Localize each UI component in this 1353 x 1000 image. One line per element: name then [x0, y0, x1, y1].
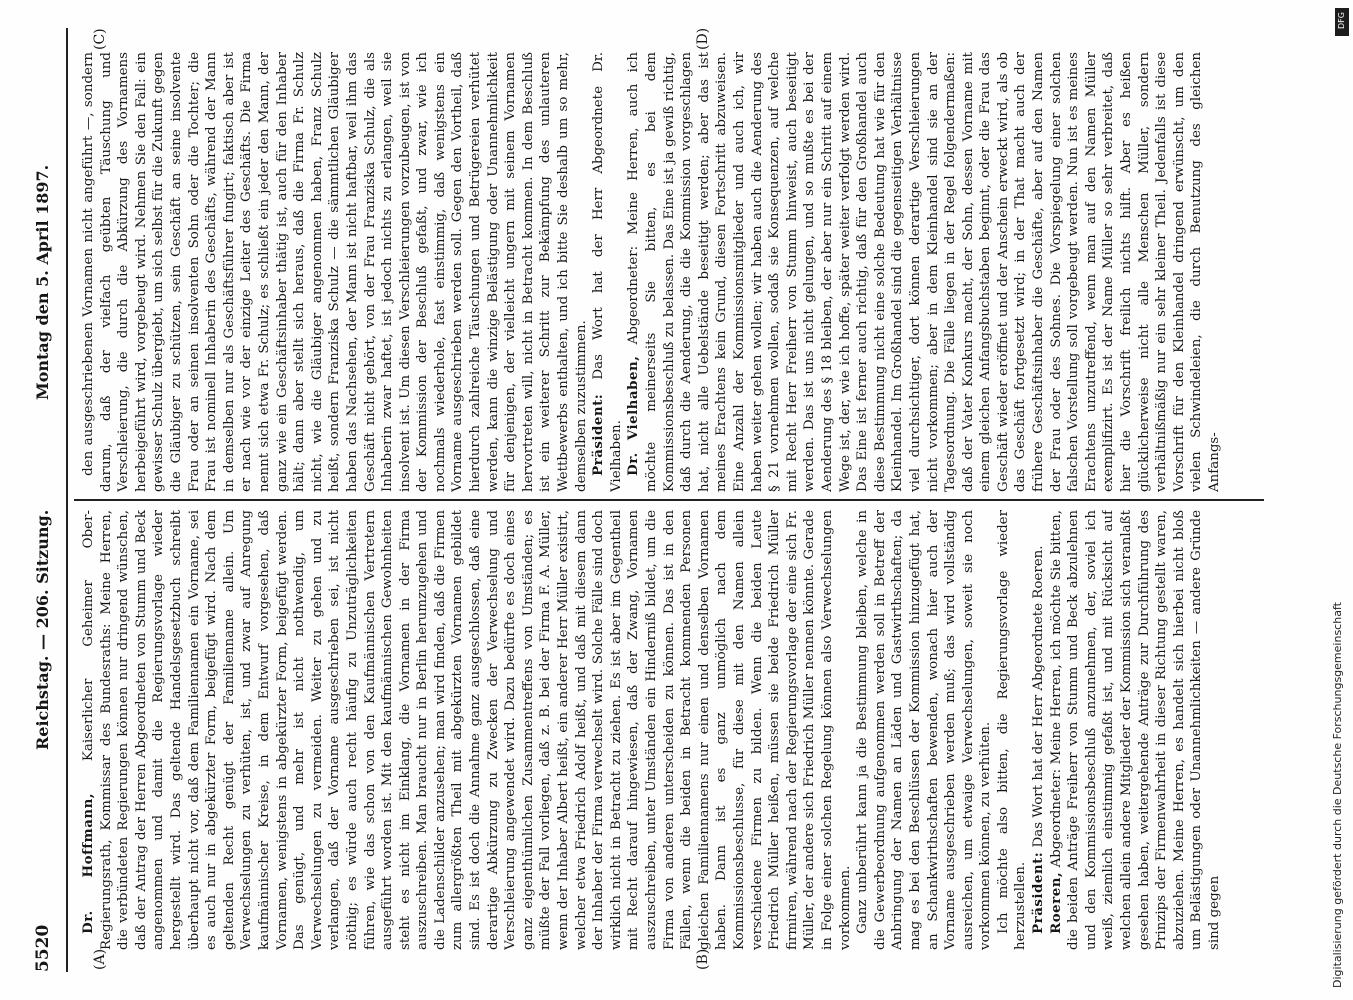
speaker-name: Dr. Hoffmann, [80, 792, 96, 934]
left-column [80, 510, 1260, 950]
paragraph-text: Ganz unberührt kann ja die Bestimmung bleiben, welche in die Gewerbeordnung aufgenommen werden soll in Betreff der Anbringung der Namen an Läden und Gastwirthschaften; da mag es bei den Beschlüssen der Kommission hinzugefügt hat, an Schankwirthschaften bewenden, wonach hier auch der Vorname ausgeschrieben werden muß; das wird vollständig ausreichen, um etwaige Verwechselungen, soweit sie noch vorkommen können, zu verhüten. [855, 510, 994, 950]
paragraph-text: Abgeordneter: Meine Herren, ich möchte Sie bitten, die beiden Anträge Freiherr von Stumm und Beck abzulehnen und den Kommissionsbeschluß anzunehmen, der, soviel ich weiß, ziemlich einstimmig gefaßt ist, und mit Rücksicht auf welchen allein andere Mitglieder der Kommission sich veranlaßt gesehen haben, weitergehende Anträge zur Durchführung des Prinzips der Firmenwahrheit in dieser Richtung gestellt waren, abzuziehen. Meine Herren, es handelt sich hierbei nicht bloß um Belästigungen oder Unannehmlichkeiten — andere Gründe sind gegen [1048, 510, 1222, 950]
header-title-right: Montag den 5. April 1897. [33, 164, 52, 400]
column-divider [74, 499, 1264, 501]
dfg-logo-text: DFG [1337, 12, 1346, 29]
paragraph [995, 510, 1030, 950]
paragraph [80, 52, 590, 492]
paragraph-text: Das Wort hat der Herr Abgeordnete Roeren. [1031, 545, 1047, 848]
margin-marker-b: (B) [695, 948, 711, 970]
paragraph-text: Kaiserlicher Geheimer Ober-Regierungsrath, Kommissar des Bundesraths: Meine Herren, die verbündeten Regierungen können nur dringend wünschen, daß der Antrag der Herren Abgeordneten von Stumm und Beck angenommen und damit die Regierungsvorlage wieder hergestellt wird. Das geltende Handelsgesetzbuch schreibt überhaupt nicht vor, daß dem Familiennamen ein Vorname, sei es auch nur in abgekürzter Form, beigefügt wird. Nach dem geltenden Recht genügt der Familienname allein. Um Verwechselungen zu verhüten, ist, und zwar auf Anregung kaufmännischer Kreise, in dem Entwurf vorgesehen, daß Vornamen, wenigstens in abgekürzter Form, beigefügt werden. Das genügt, und mehr ist nicht nothwendig, um Verwechselungen zu vermeiden. Weiter zu gehen und zu verlangen, daß der Vorname ausgeschrieben sei, ist nicht nöthig; es würde auch recht häufig zu Unzuträglichkeiten führen, wie das schon von den Kaufmännischen Vertretern ausgeführt worden ist. Mit den kaufmännischen Gewohnheiten steht es nicht im Einklang, die Vornamen in der Firma auszuschreiben. Man braucht nur in Berlin herumzugehen und die Ladenschilder anzusehen; man wird finden, daß die Firmen zum allergrößten Theil mit abgekürzten Vornamen gebildet sind. Es ist doch die Annahme ganz ausgeschlossen, daß eine derartige Abkürzung zu Zwecken der Verwechselung und Verschleierung angewendet wird. Dazu bedürfte es doch eines ganz eigenthümlichen Zusammentreffens von Umständen; es müßte der Fall vorliegen, daß z. B. bei der Firma F. A. Müller, wenn der Inhaber Albert heißt, ein anderer Herr Müller existirt, welcher etwa Friedrich Adolf heißt, und daß mit diesem dann der Inhaber der Firma verwechselt wird. Solche Fälle sind doch wirklich nicht in Betracht zu ziehen. Es ist aber im Gegentheil mit Recht darauf hingewiesen, daß der Zwang, Vornamen auszuschreiben, unter Umständen ein Hinderniß bildet, um die Firma von anderen unterscheiden zu können. Das ist in den Fällen, wenn die beiden in Betracht kommenden Personen gleichen Familiennamens nur einen und denselben Vornamen haben. Dann ist es ganz unmöglich nach dem Kommissionsbeschlusse, für diese mit den Namen allein verschiedene Firmen zu bilden. Wenn die beiden Leute Friedrich Müller heißen, müssen sie beide Friedrich Müller firmiren, während nach der Regierungsvorlage der eine sich Fr. Müller, der andere sich Friedrich Müller nennen könnte. Gerade in Folge einer solchen Regelung können also Verwechselungen vorkommen. [81, 510, 853, 950]
right-column [80, 52, 1260, 492]
paragraph [1048, 510, 1224, 950]
speaker-name: Präsident: [1030, 851, 1047, 934]
page-number: 5520 [33, 924, 53, 972]
header-rule [66, 28, 68, 972]
paragraph [590, 52, 625, 492]
margin-marker-d: (D) [695, 27, 711, 50]
digitization-note: Digitalisierung gefördert durch die Deutsche Forschungsgemeinschaft [1331, 602, 1344, 988]
paragraph-text: Das Wort hat der Herr Abgeordnete Dr. Vielhaben. [591, 52, 624, 492]
speaker-name: Roeren, [1047, 871, 1064, 934]
paragraph-text: den ausgeschriebenen Vornamen nicht angeführt —, sondern darum, daß der vielfach geübten Täuschung und Verschleierung, die durch die Abkürzung des Vornamens herbeigeführt wird, vorgebeugt wird. Nehmen Sie den Fall: ein gewisser Schulz übergiebt, um sich selbst für die Zukunft gegen die Gläubiger zu schützen, sein Geschäft an seine insolvente Frau oder an seinen insolventen Sohn oder die Tochter; die Frau ist nominell Inhaberin des Geschäfts, während der Mann in demselben nur als Geschäftsführer fungirt; faktisch aber ist er nach wie vor der einzige Leiter des Geschäfts. Die Firma nennt sich etwa Fr. Schulz; es schließt ein jeder den Mann, der ganz wie ein Geschäftsinhaber thätig ist, auch für den Inhaber hält; dann aber stellt sich heraus, daß die Firma Fr. Schulz nicht, wie die Gläubiger angenommen haben, Franz Schulz heißt, sondern Franziska Schulz — die sämmtlichen Gläubiger haben das Nachsehen, der Mann ist nicht haftbar, weil ihm das Geschäft nicht gehört, von der Frau Franziska Schulz, die als Inhaberin zwar haftet, ist jedoch nichts zu erlangen, weil sie insolvent ist. Um diesen Verschleierungen vorzubeugen, ist von der Kommission der Beschluß gefaßt, und zwar, wie ich nochmals wiederhole, fast einstimmig, daß wenigstens ein Vorname ausgeschrieben werden soll. Gegen den Vortheil, daß hierdurch zahlreiche Täuschungen und Betrügereien verhütet werden, kann die winzige Belästigung oder Unannehmlichkeit für denjenigen, der vielleicht ungern mit seinem Vornamen hervortreten will, nicht in Betracht kommen. In dem Beschluß ist ein weiterer Schritt zur Bekämpfung des unlauteren Wettbewerbs enthalten, und ich bitte Sie deshalb um so mehr, demselben zuzustimmen. [81, 52, 589, 492]
paragraph [625, 52, 1223, 492]
paragraph-text: Ich möchte also bitten, die Regierungsvorlage wieder herzustellen. [995, 510, 1029, 950]
speaker-name: Präsident: [590, 393, 607, 476]
margin-marker-c: (C) [92, 28, 108, 50]
paragraph [854, 510, 995, 950]
paragraph [80, 510, 854, 950]
header-title-left: Reichstag. — 206. Sitzung. [33, 509, 52, 750]
dfg-logo [1335, 8, 1349, 36]
digitization-strip [1330, 8, 1346, 988]
margin-marker-a: (A) [92, 948, 108, 970]
speaker-name: Dr. Vielhaben, [625, 355, 642, 476]
paragraph-text: Abgeordneter: Meine Herren, auch ich möchte meinerseits Sie bitten, es bei dem Kommissionsbeschluß zu belassen. Das Eine ist ja gewiß richtig, daß durch die Aenderung, die die Kommission vorgeschlagen hat, nicht alle Uebelstände beseitigt werden; aber das ist meines Erachtens kein Grund, diesen Fortschritt abzuweisen. Eine Anzahl der Kommissionsmitglieder und auch ich, wir haben weiter gehen wollen; wir haben auch die Aenderung des § 21 vornehmen wollen, sodaß sie Konsequenzen, auf welche mit Recht Herr Freiherr von Stumm hinweist, auch beseitigt werden. Das ist uns nicht gelungen, und so mußte es bei der Aenderung des § 18 bleiben, der aber nur ein Schritt auf einem Wege ist, der, wie ich hoffe, später weiter verfolgt werden wird. Das Eine ist ferner auch richtig, daß für den Großhandel auch diese Bestimmung nicht eine solche Bedeutung hat wie für den Kleinhandel. Im Großhandel sind die gegenseitigen Verhältnisse viel durchsichtiger, dort können derartige Verschleierungen nicht vorkommen; aber in dem Kleinhandel sind sie an der Tagesordnung. Die Fälle liegen in der Regel folgendermaßen: daß der Vater Konkurs macht, der Sohn, dessen Vorname mit einem gleichen Anfangsbuchstaben beginnt, oder die Frau das Geschäft wieder eröffnet und der Anschein erweckt wird, als ob das Geschäft fortgesetzt wird; in der That macht auch der frühere Geschäftsinhaber die Geschäfte, aber auf den Namen der Frau oder des Sohnes. Die Vorspiegelung einer solchen falschen Vorstellung soll vorgebeugt werden. Nun ist es meines Erachtens unzutreffend, wenn man auf den Namen Müller exemplifizirt. Es ist der Name Müller so sehr verbreitet, daß hier die Vorschrift freilich nichts hilft. Aber es heißen glücklicherweise nicht alle Menschen Müller, sondern verhältnißmäßig nur ein sehr kleiner Theil. Jedenfalls ist diese Vorschrift für den Kleinhandel dringend erwünscht, um den vielen Schwindeleien, die durch Benutzung des gleichen Anfangs- [626, 52, 1222, 492]
paragraph [1030, 510, 1048, 950]
